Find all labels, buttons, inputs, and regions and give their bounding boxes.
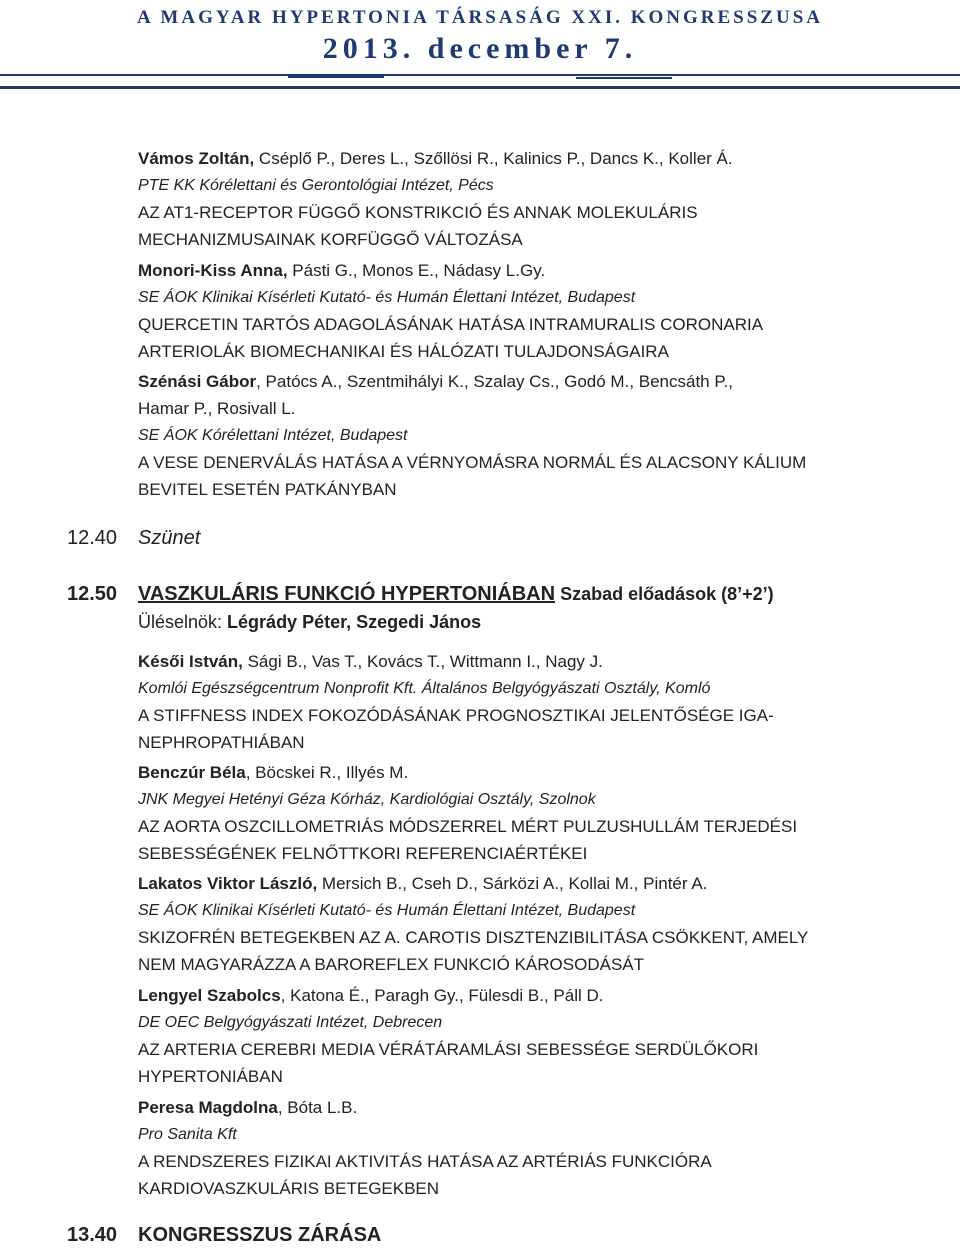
presenting-author: Lakatos Viktor László, (138, 874, 318, 893)
abstract-title-line: MECHANIZMUSAINAK KORFÜGGŐ VÁLTOZÁSA (138, 230, 523, 249)
abstract-title-line: AZ AT1-RECEPTOR FÜGGŐ KONSTRIKCIÓ ÉS ANNAK MOLEKULÁRIS (138, 203, 698, 222)
break-time: 12.40 (67, 527, 118, 549)
abstract-entry (138, 870, 938, 978)
authors (138, 648, 938, 675)
co-authors: Pásti G., Monos E., Nádasy L.Gy. (287, 261, 546, 280)
affiliation: SE ÁOK Klinikai Kísérleti Kutató- és Humán Élettani Intézet, Budapest (138, 902, 636, 919)
co-authors: , Katona É., Paragh Gy., Fülesdi B., Páll D. (280, 986, 604, 1005)
congress-date: 2013. december 7. (322, 32, 638, 65)
abstract-title-line: NEPHROPATHIÁBAN (138, 733, 305, 752)
abstract-entry (138, 982, 938, 1090)
header-rule-accent (288, 76, 384, 78)
affiliation: SE ÁOK Kórélettani Intézet, Budapest (138, 427, 408, 444)
authors (138, 982, 938, 1009)
abstract-entry (138, 759, 938, 867)
abstract-entry (138, 368, 938, 503)
session-chairs (138, 612, 481, 633)
abstract-title-line: SEBESSÉGÉNEK FELNŐTTKORI REFERENCIAÉRTÉKEI (138, 844, 588, 863)
break-label: Szünet (138, 527, 201, 549)
abstract-entry (138, 1094, 938, 1202)
affiliation: SE ÁOK Klinikai Kísérleti Kutató- és Humán Élettani Intézet, Budapest (138, 289, 636, 306)
presenting-author: Benczúr Béla (138, 763, 246, 782)
abstract-title-line: ARTERIOLÁK BIOMECHANIKAI ÉS HÁLÓZATI TULAJDONSÁGAIRA (138, 342, 669, 361)
abstract-title-line: A STIFFNESS INDEX FOKOZÓDÁSÁNAK PROGNOSZTIKAI JELENTŐSÉGE IGA- (138, 706, 774, 725)
co-authors: , Patócs A., Szentmihályi K., Szalay Cs., Godó M., Bencsáth P., (256, 372, 733, 391)
authors (138, 368, 938, 395)
presenting-author: Szénási Gábor (138, 372, 257, 391)
affiliation: PTE KK Kórélettani és Gerontológiai Intézet, Pécs (138, 177, 494, 194)
co-authors: Sági B., Vas T., Kovács T., Wittmann I., Nagy J. (242, 652, 603, 671)
header-rule (0, 86, 960, 89)
co-authors: Mersich B., Cseh D., Sárközi A., Kollai M., Pintér A. (317, 874, 708, 893)
abstract-title-line: NEM MAGYARÁZZA A BAROREFLEX FUNKCIÓ KÁROSODÁSÁT (138, 955, 645, 974)
abstract-title-line: AZ ARTERIA CEREBRI MEDIA VÉRÁTÁRAMLÁSI SEBESSÉGE SERDÜLŐKORI (138, 1040, 759, 1059)
abstract-title-line: BEVITEL ESETÉN PATKÁNYBAN (138, 480, 397, 499)
abstract-title-line: A VESE DENERVÁLÁS HATÁSA A VÉRNYOMÁSRA NORMÁL ÉS ALACSONY KÁLIUM (138, 453, 807, 472)
presenting-author: Késői István, (138, 652, 243, 671)
session-heading (138, 583, 774, 606)
presenting-author: Lengyel Szabolcs (138, 986, 281, 1005)
abstract-title-line: QUERCETIN TARTÓS ADAGOLÁSÁNAK HATÁSA INTRAMURALIS CORONARIA (138, 315, 764, 334)
affiliation: Komlói Egészségcentrum Nonprofit Kft. Általános Belgyógyászati Osztály, Komló (138, 680, 711, 697)
abstract-title-line: SKIZOFRÉN BETEGEKBEN AZ A. CAROTIS DISZTENZIBILITÁSA CSÖKKENT, AMELY (138, 928, 809, 947)
chairs-label: Üléselnök: (138, 612, 223, 632)
abstract-title-line: KARDIOVASZKULÁRIS BETEGEKBEN (138, 1179, 440, 1198)
co-authors: , Bóta L.B. (277, 1098, 358, 1117)
abstract-entry (138, 145, 938, 253)
authors (138, 257, 938, 284)
abstract-title-line: HYPERTONIÁBAN (138, 1067, 283, 1086)
presenting-author: Monori-Kiss Anna, (138, 261, 288, 280)
presenting-author: Peresa Magdolna (138, 1098, 278, 1117)
co-authors: , Böcskei R., Illyés M. (245, 763, 409, 782)
authors (138, 1094, 938, 1121)
affiliation: JNK Megyei Hetényi Géza Kórház, Kardiológiai Osztály, Szolnok (138, 791, 596, 808)
authors (138, 870, 938, 897)
presenting-author: Vámos Zoltán, (138, 149, 255, 168)
affiliation: Pro Sanita Kft (138, 1126, 237, 1143)
abstract-title-line: AZ AORTA OSZCILLOMETRIÁS MÓDSZERREL MÉRT PULZUSHULLÁM TERJEDÉSI (138, 817, 798, 836)
abstract-entry (138, 257, 938, 365)
closing-label: KONGRESSZUS ZÁRÁSA (138, 1224, 382, 1246)
authors (138, 145, 938, 172)
header-rule (0, 74, 960, 76)
header-rule-accent (576, 77, 672, 79)
chairs-names: Légrády Péter, Szegedi János (222, 612, 482, 632)
session-time: 12.50 (67, 583, 118, 605)
co-authors-continued: Hamar P., Rosivall L. (138, 399, 296, 418)
congress-title: A MAGYAR HYPERTONIA TÁRSASÁG XXI. KONGRESSZUSA (137, 7, 823, 28)
co-authors: Cséplő P., Deres L., Szőllösi R., Kalinics P., Dancs K., Koller Á. (254, 149, 733, 168)
abstract-title-line: A RENDSZERES FIZIKAI AKTIVITÁS HATÁSA AZ ARTÉRIÁS FUNKCIÓRA (138, 1152, 712, 1171)
abstract-entry (138, 648, 938, 756)
authors (138, 759, 938, 786)
session-title: VASZKULÁRIS FUNKCIÓ HYPERTONIÁBAN (138, 583, 556, 605)
session-subtitle: Szabad előadások (8’+2’) (555, 584, 774, 604)
closing-time: 13.40 (67, 1224, 118, 1246)
affiliation: DE OEC Belgyógyászati Intézet, Debrecen (138, 1014, 443, 1031)
